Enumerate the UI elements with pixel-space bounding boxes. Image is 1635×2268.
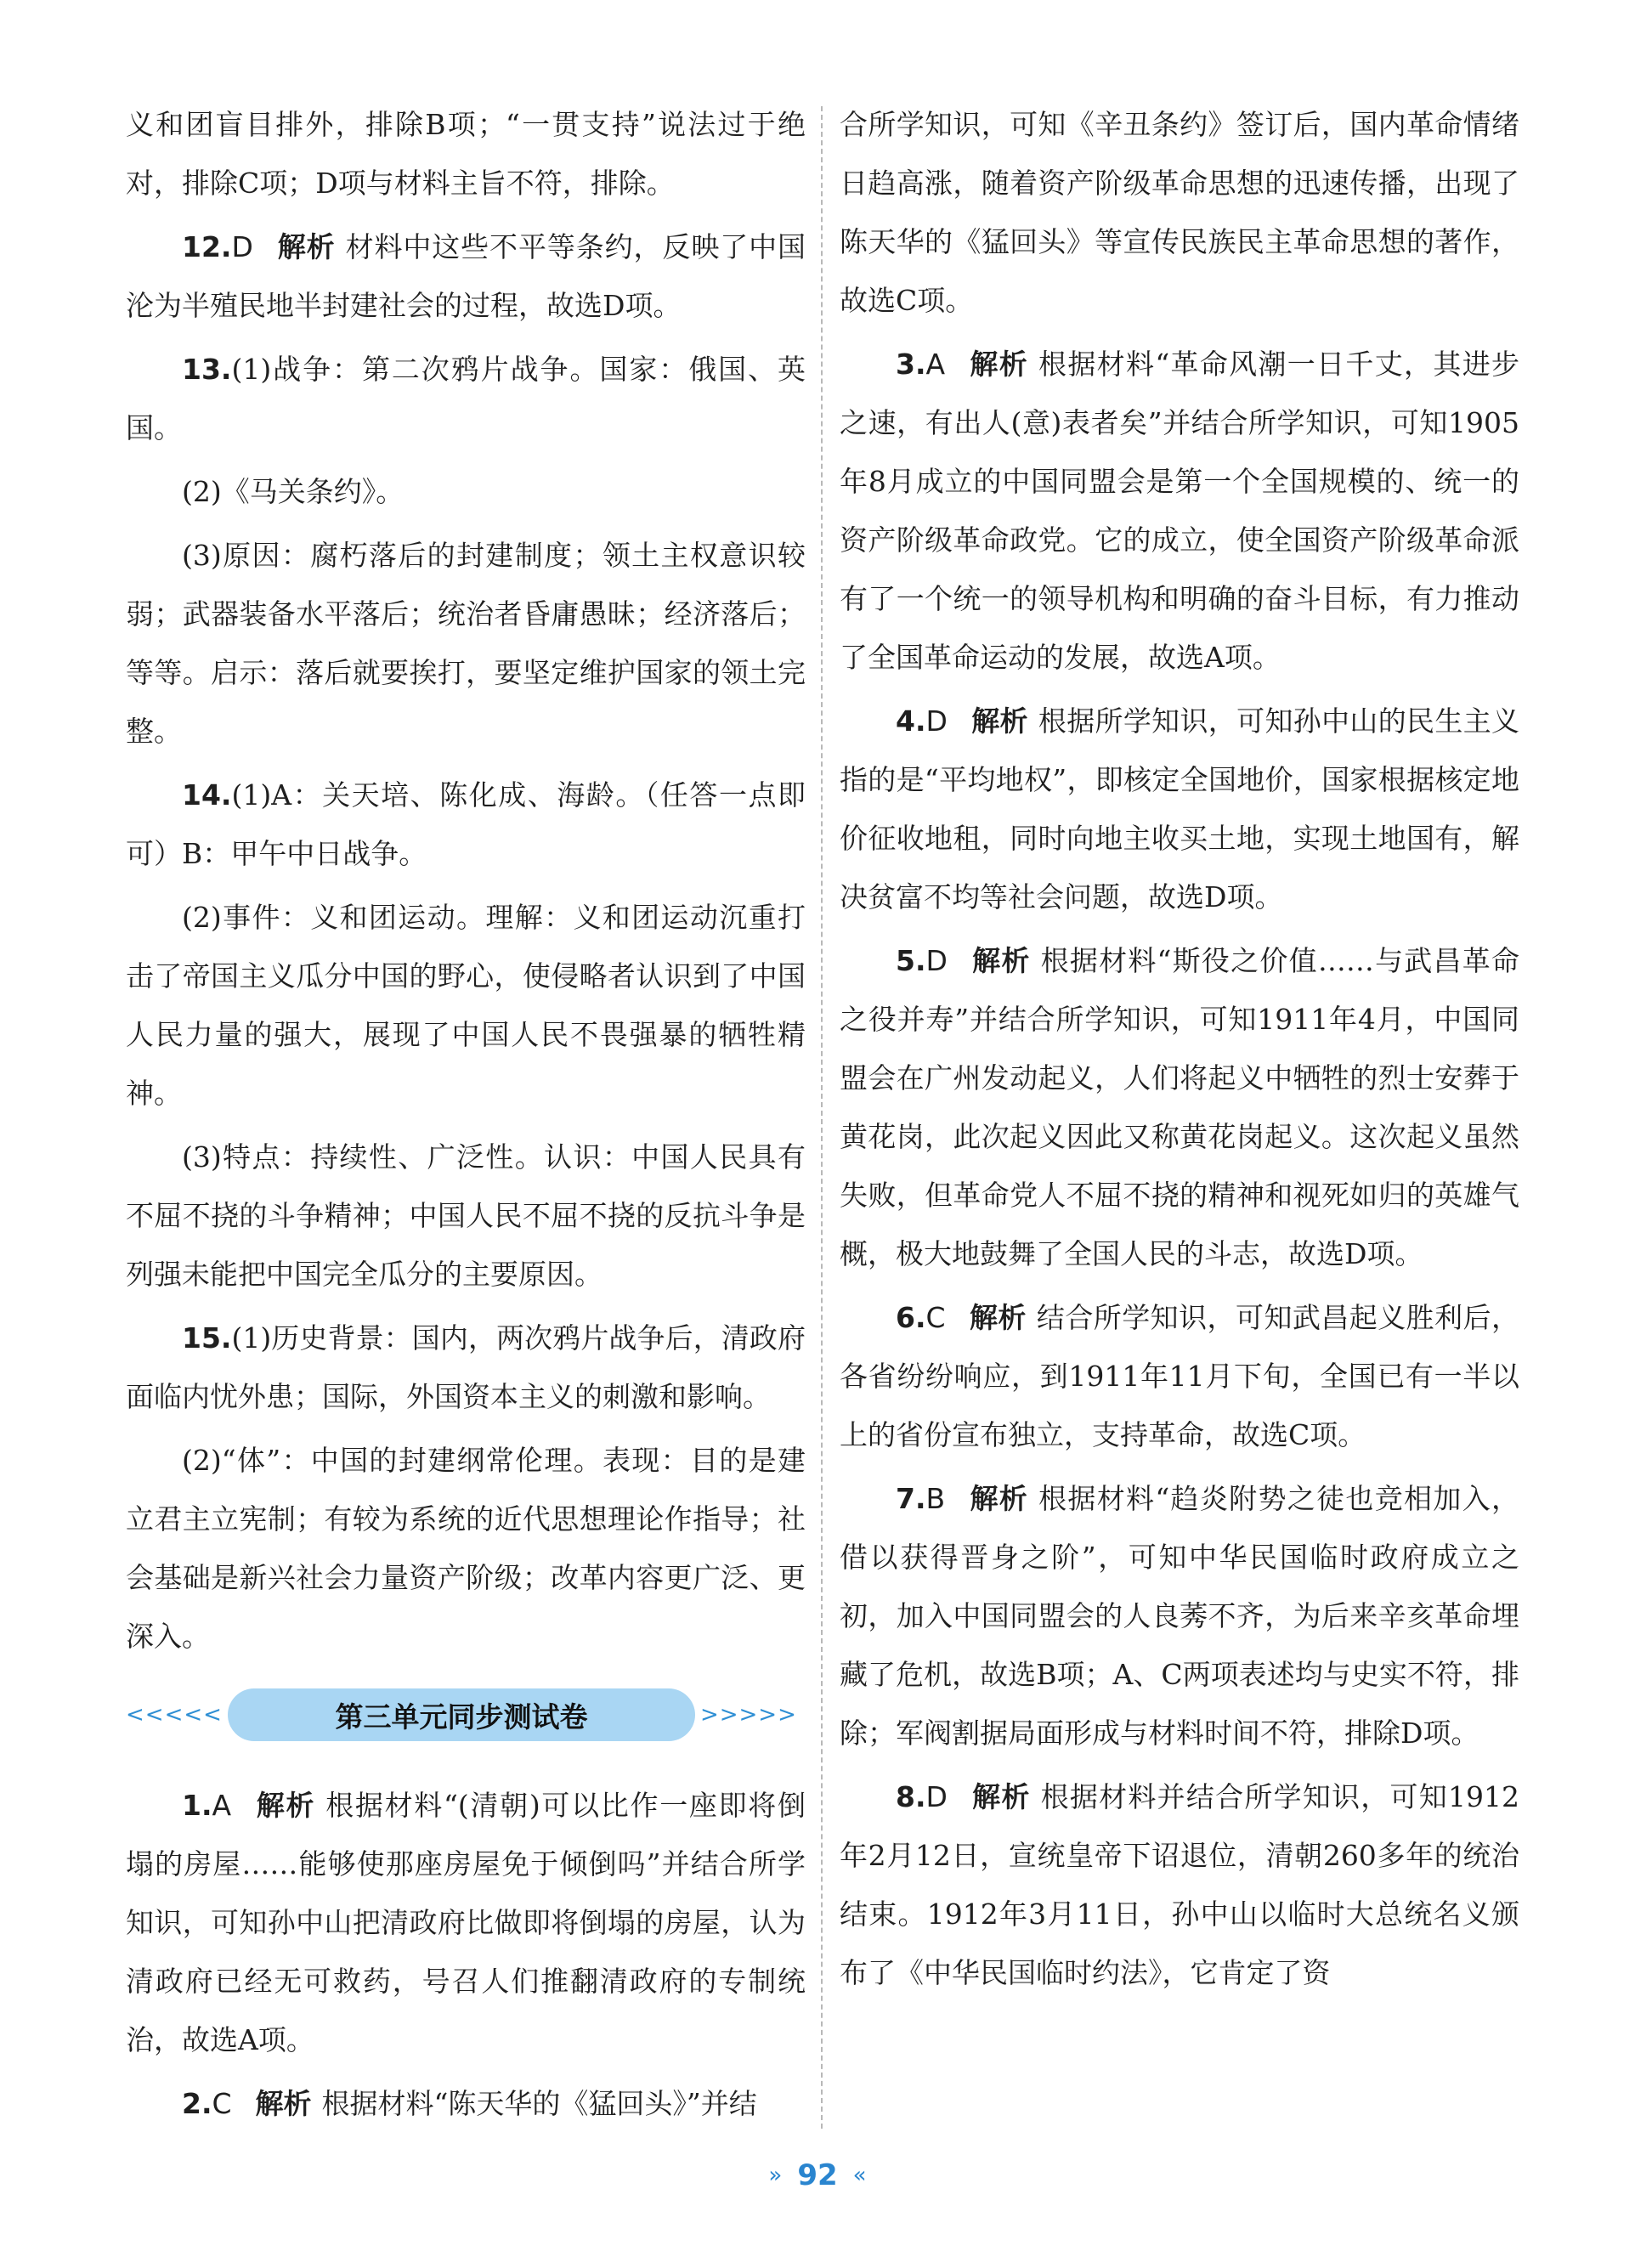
answer-letter: D [925, 1780, 948, 1813]
answer-paragraph [840, 1469, 1519, 1762]
page-footer [0, 2158, 1635, 2192]
question-number: 12. [182, 230, 232, 263]
answer-paragraph [840, 95, 1519, 330]
analysis-label: 解析 [970, 944, 1031, 977]
question-number: 2. [182, 2087, 212, 2120]
footer-arrow-left-icon: » [768, 2163, 783, 2188]
question-number: 15. [182, 1321, 232, 1355]
answer-text: 合所学知识，可知《辛丑条约》签订后，国内革命情绪日趋高涨，随着资产阶级革命思想的迅速传播，出现了陈天华的《猛回头》等宣传民族民主革命思想的著作，故选C项。 [840, 108, 1519, 317]
answer-letter: D [925, 704, 948, 738]
answer-text: (3)特点：持续性、广泛性。认识：中国人民具有不屈不挠的斗争精神；中国人民不屈不挠的反抗斗争是列强未能把中国完全瓜分的主要原因。 [126, 1140, 806, 1291]
right-column [840, 95, 1519, 2007]
answer-text: 结合所学知识，可知武昌起义胜利后，各省纷纷响应，到1911年11月下旬，全国已有一半以上的省份宣布独立，支持革命，故选C项。 [840, 1301, 1520, 1451]
answer-text: (1)战争：第二次鸦片战争。国家：俄国、英国。 [126, 353, 806, 444]
answer-paragraph [840, 1288, 1519, 1464]
question-number: 7. [896, 1482, 926, 1515]
answer-paragraph [126, 95, 806, 212]
question-number: 3. [896, 348, 926, 381]
question-number: 6. [896, 1301, 926, 1334]
analysis-label: 解析 [276, 230, 336, 263]
answer-text: 根据材料“革命风潮一日千丈，其进步之速，有出人(意)表者矣”并结合所学知识，可知1905年8月成立的中国同盟会是第一个全国规模的、统一的资产阶级革命政党。它的成立，使全国资产阶级革命派有了一个统一的领导机构和明确的奋斗目标，有力推动了全国革命运动的发展，故选A项。 [840, 348, 1520, 674]
page-number: 92 [797, 2158, 838, 2192]
left-paragraph-list-after-banner [126, 1776, 806, 2133]
answer-paragraph [840, 335, 1519, 687]
answer-text: 根据材料“(清朝)可以比作一座即将倒塌的房屋……能够使那座房屋免于倾倒吗”并结合所学知识，可知孙中山把清政府比做即将倒塌的房屋，认为清政府已经无可救药，号召人们推翻清政府的专制统治，故选A项。 [126, 1789, 806, 2056]
answer-paragraph [126, 218, 806, 335]
answer-text: 根据所学知识，可知孙中山的民生主义指的是“平均地权”，即核定全国地价，国家根据核定地价征收地租，同时向地主收买土地，实现土地国有，解决贫富不均等社会问题，故选D项。 [840, 704, 1520, 913]
question-number: 14. [182, 778, 232, 812]
answer-text: (2)“体”：中国的封建纲常伦理。表现：目的是建立君主立宪制；有较为系统的近代思想理论作指导；社会基础是新兴社会力量资产阶级；改革内容更广泛、更深入。 [126, 1444, 806, 1653]
answer-text: (2)事件：义和团运动。理解：义和团运动沉重打击了帝国主义瓜分中国的野心，使侵略者认识到了中国人民力量的强大，展现了中国人民不畏强暴的牺牲精神。 [126, 901, 806, 1110]
footer-arrow-right-icon: « [852, 2163, 867, 2188]
analysis-label: 解析 [970, 1780, 1031, 1813]
answer-text: (3)原因：腐朽落后的封建制度；领土主权意识较弱；武器装备水平落后；统治者昏庸愚昧；经济落后；等等。启示：落后就要挨打，要坚定维护国家的领土完整。 [126, 539, 806, 748]
answer-paragraph [126, 1776, 806, 2069]
analysis-label: 解析 [970, 704, 1028, 738]
answer-paragraph [840, 1767, 1519, 2002]
section-title: 第三单元同步测试卷 [228, 1688, 695, 1741]
question-number: 1. [182, 1789, 212, 1822]
answer-text: (1)历史背景：国内，两次鸦片战争后，清政府面临内忧外患；国际，外国资本主义的刺激和影响。 [126, 1321, 806, 1413]
question-number: 13. [182, 353, 232, 386]
answer-letter: C [925, 1301, 946, 1334]
column-divider [821, 106, 823, 2129]
answer-letter: A [925, 348, 946, 381]
analysis-label: 解析 [969, 1482, 1029, 1515]
answer-text: (2)《马关条约》。 [182, 475, 405, 508]
answer-text: 根据材料“陈天华的《猛回头》”并结 [321, 2087, 757, 2120]
banner-right-decoration: >>>>> [699, 1702, 797, 1728]
answer-paragraph [126, 1431, 806, 1666]
answer-paragraph [126, 526, 806, 761]
banner-left-decoration: <<<<< [126, 1702, 223, 1728]
answer-letter: D [231, 230, 253, 263]
analysis-label: 解析 [969, 1301, 1027, 1334]
answer-text: 根据材料“趋炎附势之徒也竞相加入，借以获得晋身之阶”，可知中华民国临时政府成立之初，加入中国同盟会的人良莠不齐，为后来辛亥革命埋藏了危机，故选B项；A、C两项表述均与史实不符，排除；军阀割据局面形成与材料时间不符，排除D项。 [840, 1482, 1520, 1750]
answer-letter: C [212, 2087, 232, 2120]
question-number: 5. [896, 944, 926, 977]
section-banner [126, 1686, 806, 1744]
answer-text: (1)A：关天培、陈化成、海龄。（任答一点即可）B：甲午中日战争。 [126, 778, 806, 870]
answer-paragraph [126, 462, 806, 521]
analysis-label: 解析 [255, 2087, 312, 2120]
answer-paragraph [126, 1128, 806, 1304]
answer-text: 材料中这些不平等条约，反映了中国沦为半殖民地半封建社会的过程，故选D项。 [126, 230, 806, 322]
question-number: 8. [896, 1780, 926, 1813]
right-paragraph-list [840, 95, 1519, 2002]
answer-letter: B [925, 1482, 946, 1515]
answer-paragraph [126, 888, 806, 1123]
analysis-label: 解析 [255, 1789, 316, 1822]
answer-paragraph [126, 1309, 806, 1426]
question-number: 4. [896, 704, 926, 738]
answer-letter: D [925, 944, 948, 977]
left-paragraph-list [126, 95, 806, 1666]
answer-paragraph [126, 766, 806, 883]
answer-paragraph [126, 2074, 806, 2133]
answer-paragraph [840, 692, 1519, 926]
answer-text: 根据材料“斯役之价值……与武昌革命之役并寿”并结合所学知识，可知1911年4月，中国同盟会在广州发动起义，人们将起义中牺牲的烈士安葬于黄花岗，此次起义因此又称黄花岗起义。这次起义虽然失败，但革命党人不屈不挠的精神和视死如归的英雄气概，极大地鼓舞了全国人民的斗志，故选D项。 [840, 944, 1519, 1270]
answer-paragraph [126, 340, 806, 457]
analysis-label: 解析 [969, 348, 1029, 381]
answer-text: 义和团盲目排外，排除B项；“一贯支持”说法过于绝对，排除C项；D项与材料主旨不符，排除。 [126, 108, 806, 200]
answer-letter: A [212, 1789, 232, 1822]
left-column [126, 95, 806, 2138]
answer-text: 根据材料并结合所学知识，可知1912年2月12日，宣统皇帝下诏退位，清朝260多年的统治结束。1912年3月11日，孙中山以临时大总统名义颁布了《中华民国临时约法》，它肯定了资 [840, 1780, 1520, 1989]
answer-paragraph [840, 931, 1519, 1283]
